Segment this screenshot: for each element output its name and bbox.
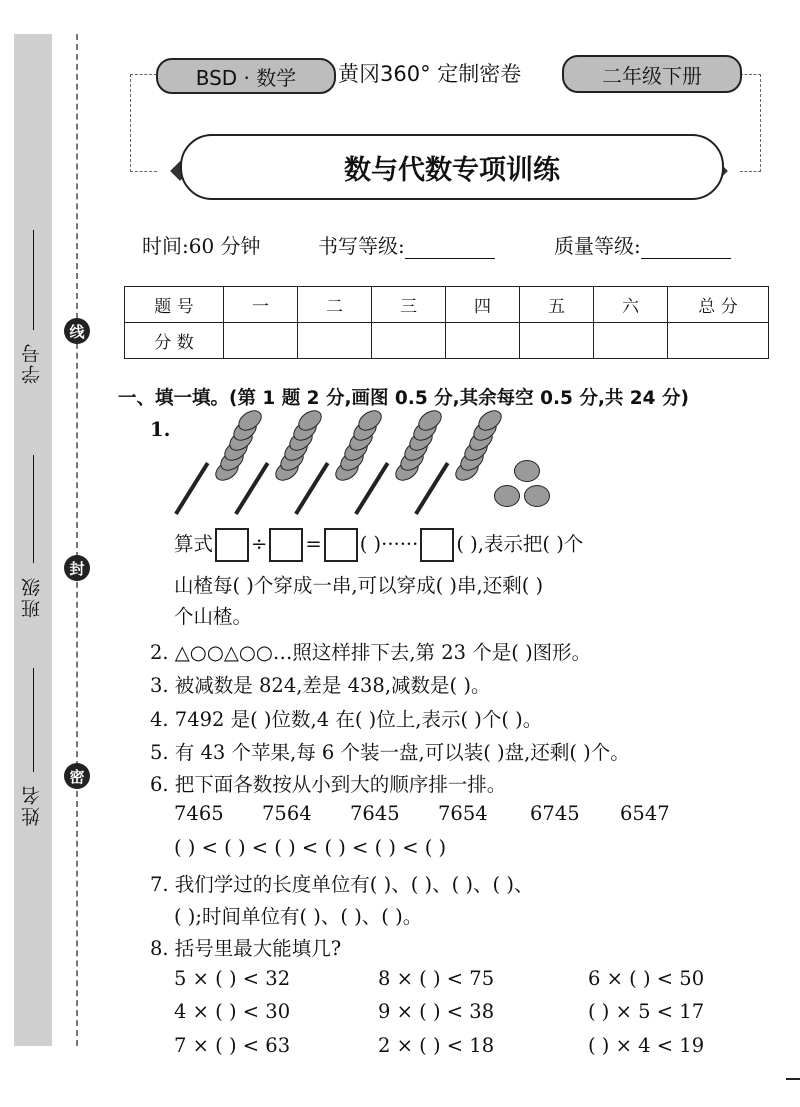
q8-item: 5 × ( ) < 32: [174, 967, 291, 990]
writing-grade: [318, 230, 495, 259]
skewer-stick-icon: [294, 462, 329, 515]
skewer-stick-icon: [234, 462, 269, 515]
table-cell: 三: [372, 287, 446, 323]
question-7-line2: ( );时间单位有( )、( )、( )。: [174, 905, 423, 928]
q1-line3: 个山楂。: [174, 605, 253, 628]
header-bracket-left: [130, 74, 157, 172]
seal-mark-xian: 线: [64, 318, 90, 344]
table-cell: 六: [594, 287, 668, 323]
score-cell[interactable]: [446, 323, 520, 359]
name-field[interactable]: [33, 668, 34, 772]
quality-grade-field[interactable]: [641, 240, 731, 259]
class-label: 班级: [21, 576, 43, 618]
cut-line: [76, 34, 78, 1046]
page-title: 数与代数专项训练: [180, 134, 724, 200]
score-cell[interactable]: [372, 323, 446, 359]
score-table: [124, 286, 769, 359]
score-cell[interactable]: [594, 323, 668, 359]
seal-mark-feng: 封: [64, 555, 90, 581]
q8-item: 9 × ( ) < 38: [378, 1000, 495, 1023]
q6-number-3: 7645: [350, 802, 400, 825]
question-3: 3. 被减数是 824,差是 438,减数是( )。: [150, 674, 491, 697]
score-cell[interactable]: [224, 323, 298, 359]
formula-label: 算式: [174, 532, 214, 556]
table-cell: 二: [298, 287, 372, 323]
q1-formula: [174, 528, 583, 562]
question-number: 1.: [150, 418, 171, 441]
answer-box[interactable]: [269, 528, 303, 562]
q8-item: 8 × ( ) < 75: [378, 967, 495, 990]
question-7-line1: 7. 我们学过的长度单位有( )、( )、( )、( )、: [150, 873, 534, 896]
grade-pill: 二年级下册: [562, 55, 742, 93]
table-cell: 五: [520, 287, 594, 323]
writing-grade-field[interactable]: [405, 240, 495, 259]
score-cell[interactable]: [520, 323, 594, 359]
answer-box[interactable]: [324, 528, 358, 562]
q8-item: 4 × ( ) < 30: [174, 1000, 291, 1023]
question-4: 4. 7492 是( )位数,4 在( )位上,表示( )个( )。: [150, 708, 543, 731]
q1-line2: 山楂每( )个穿成一串,可以穿成( )串,还剩( ): [174, 574, 544, 597]
score-cell[interactable]: [298, 323, 372, 359]
formula-tail: ( )······: [359, 532, 419, 556]
table-cell: 四: [446, 287, 520, 323]
table-cell: 题 号: [125, 287, 224, 323]
q6-order: ( ) < ( ) < ( ) < ( ) < ( ) < ( ): [174, 836, 447, 859]
table-row: [125, 323, 769, 359]
table-row: [125, 287, 769, 323]
q8-item: 2 × ( ) < 18: [378, 1034, 495, 1057]
q8-item: ( ) × 5 < 17: [588, 1000, 705, 1023]
student-id-label: 学号: [21, 342, 43, 384]
subject-pill: BSD · 数学: [156, 58, 336, 94]
q6-number-2: 7564: [262, 802, 312, 825]
q6-number-5: 6745: [530, 802, 580, 825]
answer-box[interactable]: [420, 528, 454, 562]
table-cell: 分 数: [125, 323, 224, 359]
skewer-stick-icon: [414, 462, 449, 515]
q6-number-6: 6547: [620, 802, 670, 825]
page-edge-mark: [786, 1078, 800, 1080]
section-heading: 一、填一填。(第 1 题 2 分,画图 0.5 分,其余每空 0.5 分,共 24 分): [118, 388, 689, 409]
header-bracket-right: [740, 74, 761, 172]
q8-item: 7 × ( ) < 63: [174, 1034, 291, 1057]
question-6: 6. 把下面各数按从小到大的顺序排一排。: [150, 773, 507, 796]
writing-grade-label: 书写等级:: [318, 234, 405, 258]
q8-item: 6 × ( ) < 50: [588, 967, 705, 990]
question-5: 5. 有 43 个苹果,每 6 个装一盘,可以装( )盘,还剩( )个。: [150, 741, 630, 764]
haw-icon: [514, 460, 540, 482]
table-cell: 一: [224, 287, 298, 323]
name-label: 姓名: [21, 784, 43, 826]
question-8: 8. 括号里最大能填几?: [150, 937, 342, 960]
q8-item: ( ) × 4 < 19: [588, 1034, 705, 1057]
seal-mark-mi: 密: [64, 763, 90, 789]
student-id-field[interactable]: [33, 230, 34, 330]
equal-sign: =: [305, 532, 322, 556]
table-cell: 总 分: [668, 287, 769, 323]
haw-icon: [494, 485, 520, 507]
skewer-stick-icon: [354, 462, 389, 515]
score-cell[interactable]: [668, 323, 769, 359]
divide-sign: ÷: [251, 532, 268, 556]
quality-grade: [554, 230, 731, 259]
quality-grade-label: 质量等级:: [554, 234, 641, 258]
haw-icon: [524, 485, 550, 507]
brand-title: 黄冈360° 定制密卷: [338, 62, 522, 86]
question-2: 2. △○○△○○…照这样排下去,第 23 个是( )图形。: [150, 641, 592, 664]
q6-number-4: 7654: [438, 802, 488, 825]
q6-number-1: 7465: [174, 802, 224, 825]
skewer-stick-icon: [174, 462, 209, 515]
formula-tail2: ( ),表示把( )个: [456, 532, 584, 556]
class-field[interactable]: [33, 455, 34, 563]
time-limit: 时间:60 分钟: [142, 234, 261, 258]
answer-box[interactable]: [215, 528, 249, 562]
